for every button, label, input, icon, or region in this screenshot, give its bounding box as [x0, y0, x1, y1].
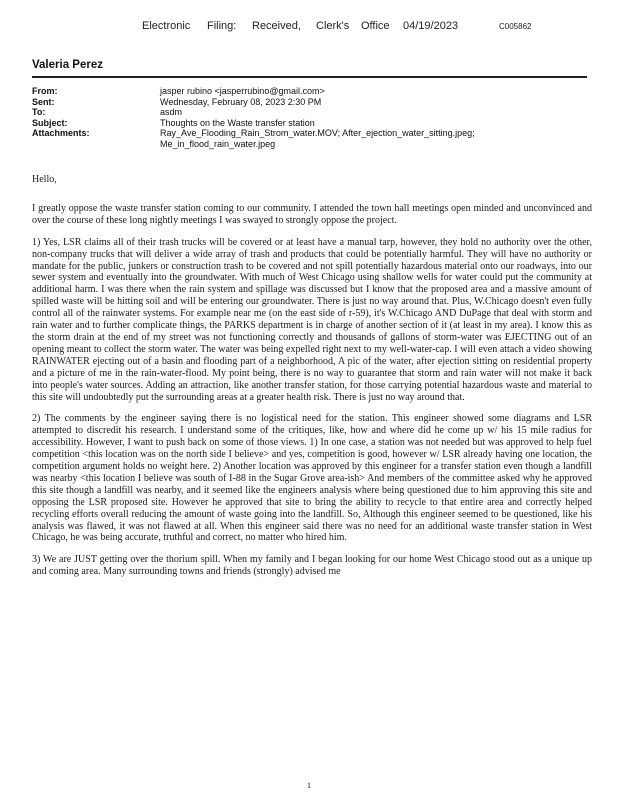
subject-value: Thoughts on the Waste transfer station [160, 117, 315, 128]
subject-row [32, 118, 580, 129]
sent-row [32, 97, 580, 108]
paragraph-point-3: 3) We are JUST getting over the thorium spill. When my family and I began looking for our home West Chicago stood out as a unique up and coming area. Many surrounding towns and friends (strongly) advised me [32, 554, 592, 578]
from-row [32, 86, 580, 97]
sender-name: Valeria Perez [32, 59, 103, 71]
email-body [32, 174, 592, 588]
to-row [32, 107, 580, 118]
to-value: asdm [160, 107, 183, 117]
filing-stamp [0, 20, 618, 34]
sent-value: Wednesday, February 08, 2023 2:30 PM [160, 96, 322, 107]
stamp-word-clerks: Clerk's [316, 20, 350, 32]
to-label: To: [32, 107, 46, 117]
greeting: Hello, [32, 174, 57, 185]
paragraph-point-1: 1) Yes, LSR claims all of their trash trucks will be covered or at least have a manual tarp, however, they hold no authority over the other, non-company trucks that will deliver a wide array of trash and products that could be potentially harmful. They will have no authority or mandate for the public, junkers or construction trash to be covered and not spill potentially hazardous material onto our roadways, into our sewer system and eventually into the groundwater. With much of West Chicago using shallow wells for water could put the community at additional harm. I was there when the rain system and spillage was discussed but I know that the proposed area and a massive amount of spilled waste will be hitting soil and will be entering our groundwater. There is just no way around that. Plus, W.Chicago doesn't even fully control all of the rainwater systems. For example near me (on the east side of r-59), it's W.Chicago AND DuPage that deal with storm and rain water and to further complicate things, the PARKS department is in charge of another section of it (at least in my area). I know this as the storm drain at the end of my street was not functioning correctly and thousands of gallons of storm-water was EJECTING out of an opening meant to collect the storm water. The water was being expelled right next to my well-water-cap. I will even attach a video showing RAINWATER ejecting out of a basin and flooding part of a neighborhood, A pic of the water, after ejection sitting on residential property and a picture of me in the rain-water-flood. My point being, there is no way to guarantee that storm and rain water will not make it back into people's water sources. Adding an attraction, like another transfer station, for those carrying potential hazardous waste and material to this site will undoubtedly put the surrounding areas at a greater health risk. There is just no way around that. [32, 236, 592, 403]
page-number: 1 [307, 781, 311, 790]
stamp-date: 04/19/2023 [403, 20, 459, 32]
stamp-word-office: Office [361, 20, 390, 32]
attachments-value [160, 128, 580, 149]
email-header [32, 86, 580, 149]
sent-label: Sent: [32, 96, 55, 107]
attachments-line-1: Ray_Ave_Flooding_Rain_Strom_water.MOV; After_ejection_water_sitting.jpeg; [160, 128, 475, 138]
stamp-word-filing: Filing: [207, 20, 237, 32]
from-label: From: [32, 86, 58, 96]
header-divider [32, 76, 587, 78]
subject-label: Subject: [32, 117, 68, 128]
attachments-line-2: Me_in_flood_rain_water.jpeg [160, 138, 276, 149]
paragraph-point-2: 2) The comments by the engineer saying there is no logistical need for the station. This engineer showed some diagrams and LSR attempted to discredit his research. I understand some of the critiques, like, how and where did he come up w/ his 15 mile radius for accessibility. However, I want to push back on some of those views. 1) In one case, a station was not needed but was approved to help fuel competition <this location was on the north side I believe> and yes, competition is good, however w/ LSR already having one location, the competition argument holds no weight here. 2) Another location was approved by this engineer for a transfer station even though a landfill was nearby <this location I believe was south of I-88 in the Sugar Grove area-ish> And members of the committee asked why he approved this site though a landfill was nearby, and it seemed like the engineers analysis where being questioned due to him approving this site and opposing the LSR proposed site. However he approved that site to bring the ability to recycle to that entire area and correctly helped recycling efforts overall reducing the amount of waste going into the landfill. So, Although this engineer seemed to be questioned, like his analysis was flawed, it was not flawed at all. When this engineer said there was no need for an additional waste transfer station in West Chicago, he was being accurate, truthful and correct, no matter who hired him. [32, 413, 592, 544]
attachments-row [32, 128, 580, 149]
paragraph-intro: I greatly oppose the waste transfer station coming to our community. I attended the town hall meetings open minded and unconvinced and over the course of these long nightly meetings I was swayed to strongly oppose the project. [32, 202, 592, 226]
stamp-word-received: Received, [252, 20, 301, 32]
from-value: jasper rubino <jasperrubino@gmail.com> [160, 86, 325, 96]
stamp-document-id: C005862 [499, 22, 532, 31]
attachments-label: Attachments: [32, 128, 90, 138]
stamp-word-electronic: Electronic [142, 20, 191, 32]
